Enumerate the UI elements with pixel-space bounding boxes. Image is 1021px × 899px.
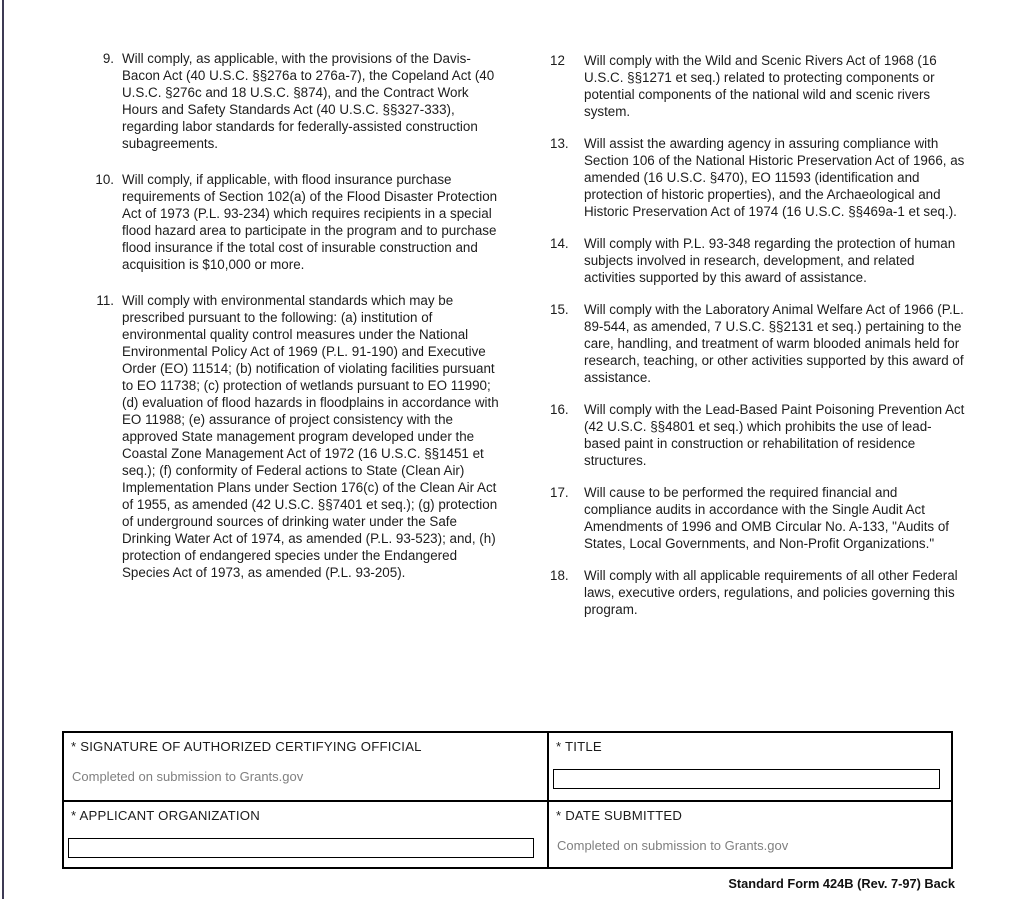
assurance-item-12: [548, 52, 968, 120]
assurance-item-text: Will comply, as applicable, with the provisions of the Davis-Bacon Act (40 U.S.C. §§276a to 276a-7), the Copeland Act (40 U.S.C. §276c and 18 U.S.C. §874), and the Contract Work Hours and Safety Standards Act (40 U.S.C. §§327-333), regarding labor standards for federally-assisted construction subagreements.: [122, 51, 495, 151]
assurance-item-text: Will comply with all applicable requirements of all other Federal laws, executive orders, regulations, and policies governing this program.: [584, 568, 958, 617]
date-submitted-cell: [547, 800, 951, 867]
assurance-item-11: [88, 292, 508, 581]
signature-label: * SIGNATURE OF AUTHORIZED CERTIFYING OFFICIAL: [71, 739, 422, 754]
assurance-item-number: 17.: [550, 485, 569, 500]
assurance-item-number: 10.: [95, 172, 114, 187]
assurance-item-17: [548, 484, 968, 552]
signature-table: [62, 731, 953, 869]
assurance-item-13: [548, 135, 968, 220]
assurance-item-text: Will comply with the Wild and Scenic Rivers Act of 1968 (16 U.S.C. §§1271 et seq.) related to protecting components or potential components of the national wild and scenic rivers system.: [584, 53, 937, 119]
applicant-organization-label: * APPLICANT ORGANIZATION: [71, 808, 260, 823]
assurance-item-number: 15.: [550, 302, 569, 317]
assurance-item-number: 14.: [550, 236, 569, 251]
title-label: * TITLE: [556, 739, 602, 754]
assurance-item-number: 16.: [550, 402, 569, 417]
assurance-item-text: Will cause to be performed the required financial and compliance audits in accordance with the Single Audit Act Amendments of 1996 and OMB Circular No. A-133, "Audits of States, Local Governments, and Non-Profit Organizations.": [584, 485, 949, 551]
signature-cell: [64, 733, 547, 800]
assurance-item-text: Will assist the awarding agency in assuring compliance with Section 106 of the National Historic Preservation Act of 1966, as amended (16 U.S.C. §470), EO 11593 (identification and protection of historic properties), and the Archaeological and Historic Preservation Act of 1974 (16 U.S.C. §§469a-1 et seq.).: [584, 136, 965, 219]
assurance-item-number: 9.: [102, 51, 114, 66]
assurance-item-number: 12: [550, 53, 565, 68]
assurance-item-16: [548, 401, 968, 469]
assurance-item-14: [548, 235, 968, 286]
signature-note: Completed on submission to Grants.gov: [72, 769, 304, 784]
title-input[interactable]: [553, 769, 940, 789]
assurance-item-18: [548, 567, 968, 618]
applicant-organization-input[interactable]: [68, 838, 534, 858]
assurance-item-9: [88, 50, 508, 152]
applicant-organization-cell: [64, 800, 547, 867]
assurance-item-text: Will comply with environmental standards which may be prescribed pursuant to the following: (a) institution of environmental quality control measures under the National Environmental Policy Act of 1969 (P.L. 91-190) and Executive Order (EO) 11514; (b) notification of violating facilities pursuant to EO 11738; (c) protection of wetlands pursuant to EO 11990; (d) evaluation of flood hazards in floodplains in accordance with EO 11988; (e) assurance of project consistency with the approved State management program developed under the Coastal Zone Management Act of 1972 (16 U.S.C. §§1451 et seq.); (f) conformity of Federal actions to State (Clean Air) Implementation Plans under Section 176(c) of the Clean Air Act of 1955, as amended (42 U.S.C. §§7401 et seq.); (g) protection of underground sources of drinking water under the Safe Drinking Water Act of 1974, as amended (P.L. 93-523); and, (h) protection of endangered species under the Endangered Species Act of 1973, as amended (P.L. 93-205).: [122, 293, 499, 580]
assurance-item-10: [88, 171, 508, 273]
assurances-left-column: [88, 50, 508, 600]
assurance-item-number: 18.: [550, 568, 569, 583]
assurances-right-column: [548, 52, 968, 633]
page-left-border: [2, 0, 4, 899]
title-cell: [547, 733, 951, 800]
assurance-item-text: Will comply with the Lead-Based Paint Poisoning Prevention Act (42 U.S.C. §§4801 et seq.) which prohibits the use of lead-based paint in construction or rehabilitation of residence structures.: [584, 402, 965, 468]
date-submitted-note: Completed on submission to Grants.gov: [557, 838, 789, 853]
assurance-item-number: 11.: [96, 293, 114, 308]
date-submitted-label: * DATE SUBMITTED: [556, 808, 683, 823]
form-footer-label: Standard Form 424B (Rev. 7-97) Back: [728, 876, 955, 891]
assurance-item-number: 13.: [550, 136, 569, 151]
assurance-item-text: Will comply with P.L. 93-348 regarding the protection of human subjects involved in research, development, and related activities supported by this award of assistance.: [584, 236, 956, 285]
assurance-item-15: [548, 301, 968, 386]
assurance-item-text: Will comply with the Laboratory Animal Welfare Act of 1966 (P.L. 89-544, as amended, 7 U.S.C. §§2131 et seq.) pertaining to the care, handling, and treatment of warm blooded animals held for research, teaching, or other activities supported by this award of assistance.: [584, 302, 964, 385]
assurance-item-text: Will comply, if applicable, with flood insurance purchase requirements of Section 102(a) of the Flood Disaster Protection Act of 1973 (P.L. 93-234) which requires recipients in a special flood hazard area to participate in the program and to purchase flood insurance if the total cost of insurable construction and acquisition is $10,000 or more.: [122, 172, 498, 272]
